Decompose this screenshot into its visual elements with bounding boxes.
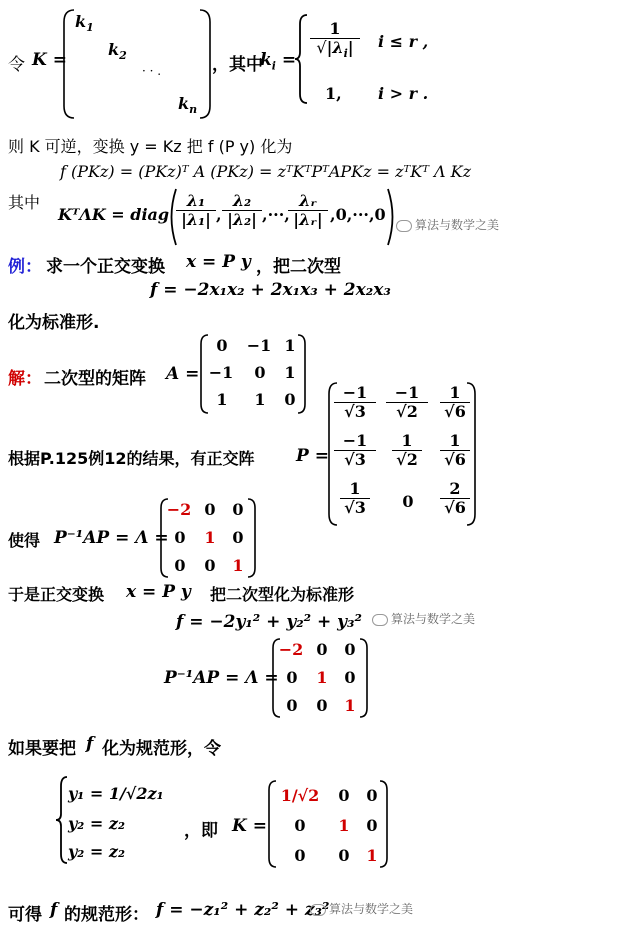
wechat-icon bbox=[372, 614, 388, 626]
quadratic-form: f = −2x₁x₂ + 2x₁x₃ + 2x₂x₃ bbox=[150, 280, 391, 300]
final-f: f bbox=[50, 900, 58, 920]
normalize-f: f bbox=[86, 734, 94, 754]
diag-entry-k1: $k_1$ bbox=[75, 12, 94, 35]
transform-lhs: P⁻¹AP = Λ = bbox=[164, 668, 279, 688]
watermark-1: 算法与数学之美 bbox=[396, 216, 499, 233]
diag-lhs: KᵀΛK = diag bbox=[58, 205, 170, 224]
K-eq-2: K = bbox=[232, 816, 267, 836]
diag-entry-kn: $k_n$ bbox=[178, 94, 198, 117]
example-label: 例： bbox=[8, 257, 42, 277]
K-eq: K = bbox=[32, 50, 67, 70]
example-text-2: ，把二次型 bbox=[256, 257, 341, 277]
case1-condition: i ≤ r , bbox=[378, 32, 429, 51]
final-text: 可得 bbox=[8, 905, 42, 925]
result-text: 使得 bbox=[8, 531, 41, 550]
example-text: 求一个正交变换 bbox=[46, 257, 165, 277]
diag-frac-1: $\frac{\text{λ₁}}{\text{|λ₁|}}$ bbox=[176, 192, 216, 229]
cases-brace bbox=[295, 14, 309, 104]
case2-value: 1, bbox=[325, 84, 342, 103]
final-text-2: 的规范形： bbox=[64, 905, 149, 925]
watermark-2: 算法与数学之美 bbox=[372, 610, 475, 627]
example-text-3: 化为标准形. bbox=[8, 313, 100, 333]
watermark-3: 算法与数学之美 bbox=[310, 900, 413, 917]
ji-text: ，即 bbox=[184, 821, 218, 841]
wechat-icon bbox=[310, 904, 326, 916]
normal-form: f = −z₁² + z₂² + z₃² bbox=[156, 900, 330, 920]
result-lhs: P⁻¹AP = Λ = bbox=[54, 528, 169, 548]
wechat-icon bbox=[396, 220, 412, 232]
invertible-statement: 则 K 可逆，变换 y = Kz 把 f (P y) 化为 bbox=[8, 137, 293, 156]
transform-eq: x = P y bbox=[126, 582, 191, 602]
diag-frac-2: $\frac{\text{λ₂}}{\text{|λ₂|}}$ bbox=[222, 192, 262, 229]
solution-label: 解： bbox=[8, 369, 42, 389]
diag-tail: ,0,···,0 bbox=[330, 205, 386, 224]
diag-dots: · · . bbox=[142, 64, 162, 78]
case2-condition: i > r . bbox=[378, 84, 429, 103]
normalize-text: 如果要把 bbox=[8, 739, 76, 759]
P-eq: P = bbox=[296, 446, 329, 466]
qizhong-text-2: 其中 bbox=[8, 193, 41, 212]
system-brace bbox=[56, 776, 68, 864]
qizhong-text: ，其中 bbox=[212, 55, 263, 75]
standard-form: f = −2y₁² + y₂² + y₃² bbox=[176, 612, 362, 632]
transform-text-2: 把二次型化为标准形 bbox=[210, 585, 355, 604]
example-eq: x = P y bbox=[186, 252, 251, 272]
solution-text: 二次型的矩阵 bbox=[44, 369, 146, 389]
A-eq: A = bbox=[166, 364, 200, 384]
ki-eq: $k_i$ = bbox=[260, 50, 297, 73]
transform-derivation: f (PKz) = (PKz)ᵀ A (PKz) = zᵀKᵀPᵀAPKz = zᵀKᵀ Λ Kz bbox=[60, 162, 472, 181]
diag-entry-k2: $k_2$ bbox=[108, 40, 127, 63]
diag-frac-r: $\frac{\text{λᵣ}}{\text{|λᵣ|}}$ bbox=[288, 192, 328, 229]
transform-text-1: 于是正交变换 bbox=[8, 585, 105, 604]
diag-dots: ,···, bbox=[262, 205, 290, 224]
basis-text: 根据P.125例12的结果，有正交阵 bbox=[8, 449, 255, 468]
case1-fraction: $\frac{1}{√|\lambda_i|}$ bbox=[310, 20, 360, 63]
normalize-text-2: 化为规范形，令 bbox=[102, 739, 221, 759]
ling-text: 令 bbox=[8, 55, 25, 75]
